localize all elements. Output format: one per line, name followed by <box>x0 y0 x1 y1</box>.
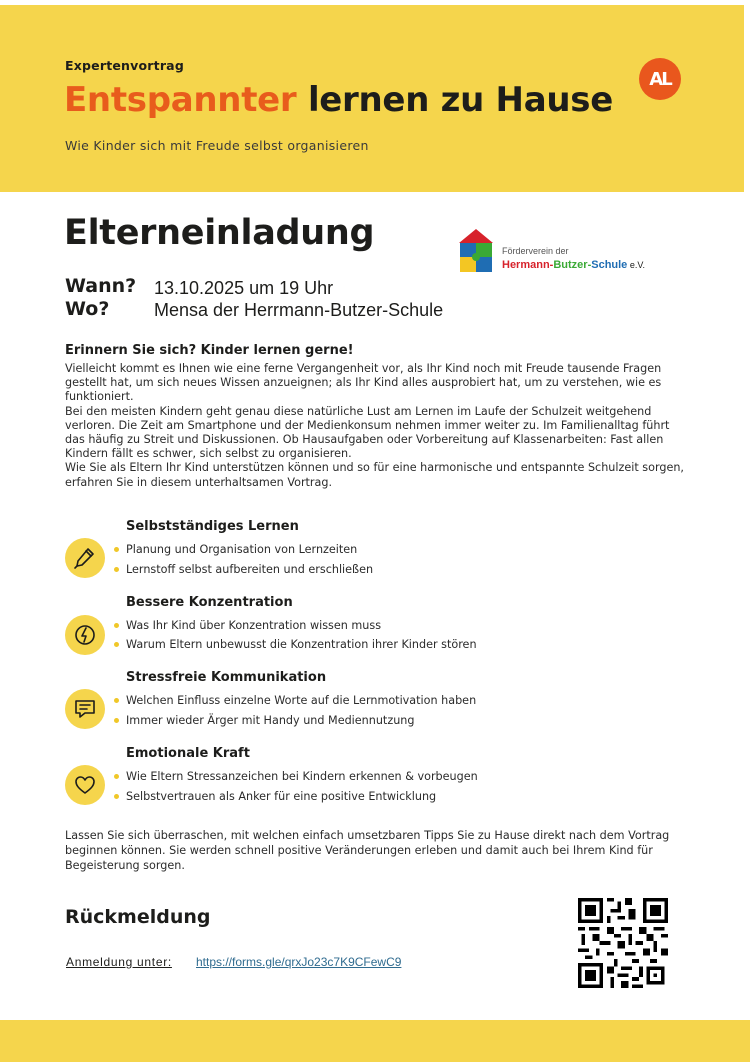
eyebrow: Expertenvortrag <box>65 58 184 73</box>
bullet-item: Wie Eltern Stressanzeichen bei Kindern erkennen & vorbeugen <box>114 770 478 783</box>
bullet-item: Planung und Organisation von Lernzeiten <box>114 543 357 556</box>
logo-suffix: e.V. <box>627 260 645 270</box>
logo-name <box>502 259 645 271</box>
section-icon-circle <box>65 615 105 655</box>
logo-line1: Förderverein der <box>502 246 569 256</box>
section-icon-circle <box>65 538 105 578</box>
page-title: Elterneinladung <box>64 213 375 253</box>
where-value: Mensa der Herrmann-Butzer-Schule <box>154 300 444 320</box>
logo-name-part3: Schule <box>591 259 628 271</box>
bullet-item: Selbstvertrauen als Anker für eine positive Entwicklung <box>114 790 436 803</box>
where-label: Wo? <box>65 298 110 320</box>
top-edge <box>0 0 750 5</box>
qr-code[interactable] <box>578 898 668 988</box>
house-logo-icon <box>458 228 494 274</box>
when-value: 13.10.2025 um 19 Uhr <box>154 278 334 298</box>
bullet-item: Lernstoff selbst aufbereiten und erschließen <box>114 563 373 576</box>
pen-icon <box>73 546 97 570</box>
bullet-item: Welchen Einfluss einzelne Worte auf die Lernmotivation haben <box>114 694 476 707</box>
section-heading: Stressfreie Kommunikation <box>126 670 327 685</box>
section-icon-circle <box>65 765 105 805</box>
subtitle: Wie Kinder sich mit Freude selbst organisieren <box>65 138 369 153</box>
right-edge <box>744 0 750 1062</box>
section-heading: Emotionale Kraft <box>126 746 250 761</box>
al-logo <box>639 58 681 100</box>
bullet-item: Warum Eltern unbewusst die Konzentration ihrer Kinder stören <box>114 638 477 651</box>
headline-accent: Entspannter <box>64 80 297 120</box>
intro-paragraph: Bei den meisten Kindern geht genau diese natürliche Lust am Lernen im Laufe der Schulzeit weitgehend verloren. Die Zeit am Smartphone und der Medienkonsum nehmen immer weiter zu. Im Familienalltag führt das häufig zu Streit und Diskussionen. Ob Hausaufgaben oder Vorbereitung auf Klassenarbeiten: Fast allen Kindern fällt es schwer, sich selbst zu organisieren. <box>65 404 670 461</box>
bullet-item: Was Ihr Kind über Konzentration wissen muss <box>114 619 381 632</box>
section-heading: Selbstständiges Lernen <box>126 519 299 534</box>
signup-label: Anmeldung unter: <box>66 955 172 969</box>
intro-paragraph: Vielleicht kommt es Ihnen wie eine ferne Vergangenheit vor, als Ihr Kind noch mit Freude tausende Fragen gestellt hat, um sich neues Wissen anzueignen; als Ihr Kind alles ausprobiert hat, um zu verstehen, wie es funktioniert. <box>65 362 662 404</box>
foerderverein-logo <box>458 228 668 276</box>
when-label: Wann? <box>65 275 137 297</box>
brain-lightning-icon <box>72 622 98 648</box>
signup-link[interactable]: https://forms.gle/qrxJo23c7K9CFewC9 <box>196 955 402 969</box>
al-logo-text: AL <box>649 68 671 90</box>
feedback-heading: Rückmeldung <box>65 906 211 928</box>
intro-paragraph: Wie Sie als Eltern Ihr Kind unterstützen können und so für eine harmonische und entspannte Schulzeit sorgen, erfahren Sie in diesem unterhaltsamen Vortrag. <box>65 461 684 489</box>
logo-name-part1: Hermann- <box>502 259 554 271</box>
outro-text: Lassen Sie sich überraschen, mit welchen einfach umsetzbaren Tipps Sie zu Hause direkt nach dem Vortrag beginnen können. Sie werden schnell positive Veränderungen erleben und damit auch bei Ihrem Kind für Begeisterung sorgen. <box>65 829 670 872</box>
headline <box>64 80 613 120</box>
heart-icon <box>73 773 97 797</box>
section-heading: Bessere Konzentration <box>126 595 293 610</box>
section-icon-circle <box>65 689 105 729</box>
intro-heading: Erinnern Sie sich? Kinder lernen gerne! <box>65 343 354 358</box>
speech-bubble-icon <box>73 697 97 721</box>
footer-band <box>0 1020 750 1062</box>
logo-name-part2: Butzer- <box>553 259 592 271</box>
bullet-item: Immer wieder Ärger mit Handy und Mediennutzung <box>114 714 414 727</box>
intro-text <box>65 362 690 490</box>
headline-rest: lernen zu Hause <box>296 80 613 120</box>
